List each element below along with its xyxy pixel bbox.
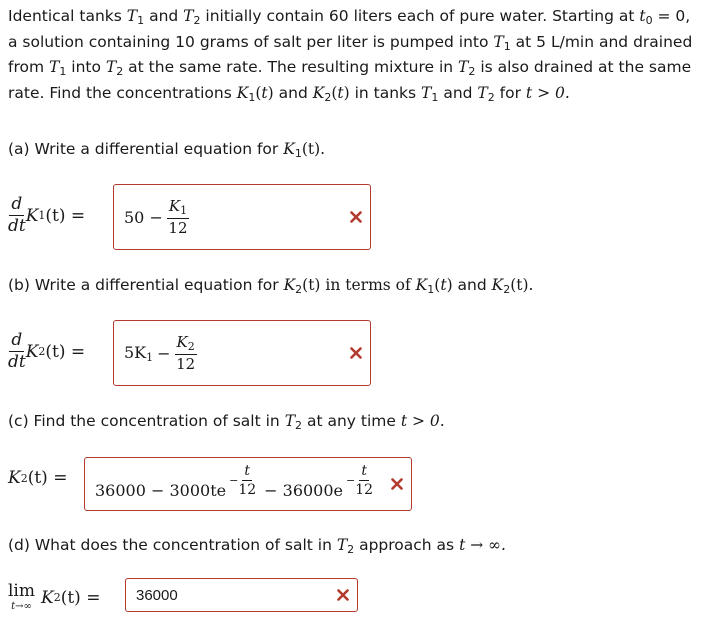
part-a-lhs: $\frac{d}{dt}$ K 1 (t) =	[8, 194, 86, 236]
part-a-answer-fraction: $\frac{K_1}{12}$	[168, 196, 188, 237]
part-b-answer-fraction: $\frac{K_2}{12}$	[176, 332, 196, 373]
part-c-answer-field[interactable]	[84, 457, 412, 511]
problem-statement: Identical tanks $T_1$ and $T_2$ initially contain 60 liters each of pure water. Starting at $t_0 = 0$, a solution containing 10 grams of salt per liter is pumped into $T_1$ at 5 L/min and drained from $T_1$ into $T_2$ at the same rate. The resulting mixture in $T_2$ is also drained at the same rate. Find the concentrations $K_1(t)$ and $K_2(t)$ in tanks $T_1$ and $T_2$ for t > 0.	[8, 7, 693, 104]
part-d-answer-field[interactable]	[125, 578, 358, 612]
x-mark-icon	[350, 211, 362, 223]
part-c-exponent-2: − $\frac{t}{12}$	[346, 462, 374, 498]
part-b-answer-term: $5K_1$	[124, 342, 154, 364]
part-a-question: (a) Write a differential equation for $K_1(t)$.	[8, 140, 326, 160]
part-c-term-1: 36000 − 3000te	[95, 480, 227, 500]
part-c-lhs: K 2 (t) =	[8, 468, 68, 488]
part-d-question: (d) What does the concentration of salt in $T_2$ approach as t → ∞.	[8, 536, 506, 556]
part-b-answer-field[interactable]	[113, 320, 371, 386]
part-a-answer-field[interactable]	[113, 184, 371, 250]
x-mark-icon	[350, 347, 362, 359]
x-mark-icon	[391, 478, 403, 490]
part-c-exponent-1: − $\frac{t}{12}$	[229, 462, 257, 498]
part-b-minus: −	[157, 343, 171, 363]
part-d-answer-value: 36000	[136, 586, 178, 604]
part-a-answer-const: 50 −	[124, 207, 163, 227]
part-c-term-2: − 36000e	[264, 480, 343, 500]
part-b-question: (b) Write a differential equation for $K_2(t)$ in terms of $K_1(t)$ and $K_2(t)$.	[8, 276, 534, 296]
x-mark-icon	[337, 589, 349, 601]
part-d-lhs: lim t→∞ K 2 (t) =	[8, 581, 101, 612]
part-c-question: (c) Find the concentration of salt in $T_2$ at any time t > 0.	[8, 412, 445, 432]
part-b-lhs: $\frac{d}{dt}$ K 2 (t) =	[8, 330, 86, 372]
limit-operator: lim t→∞	[8, 581, 35, 612]
